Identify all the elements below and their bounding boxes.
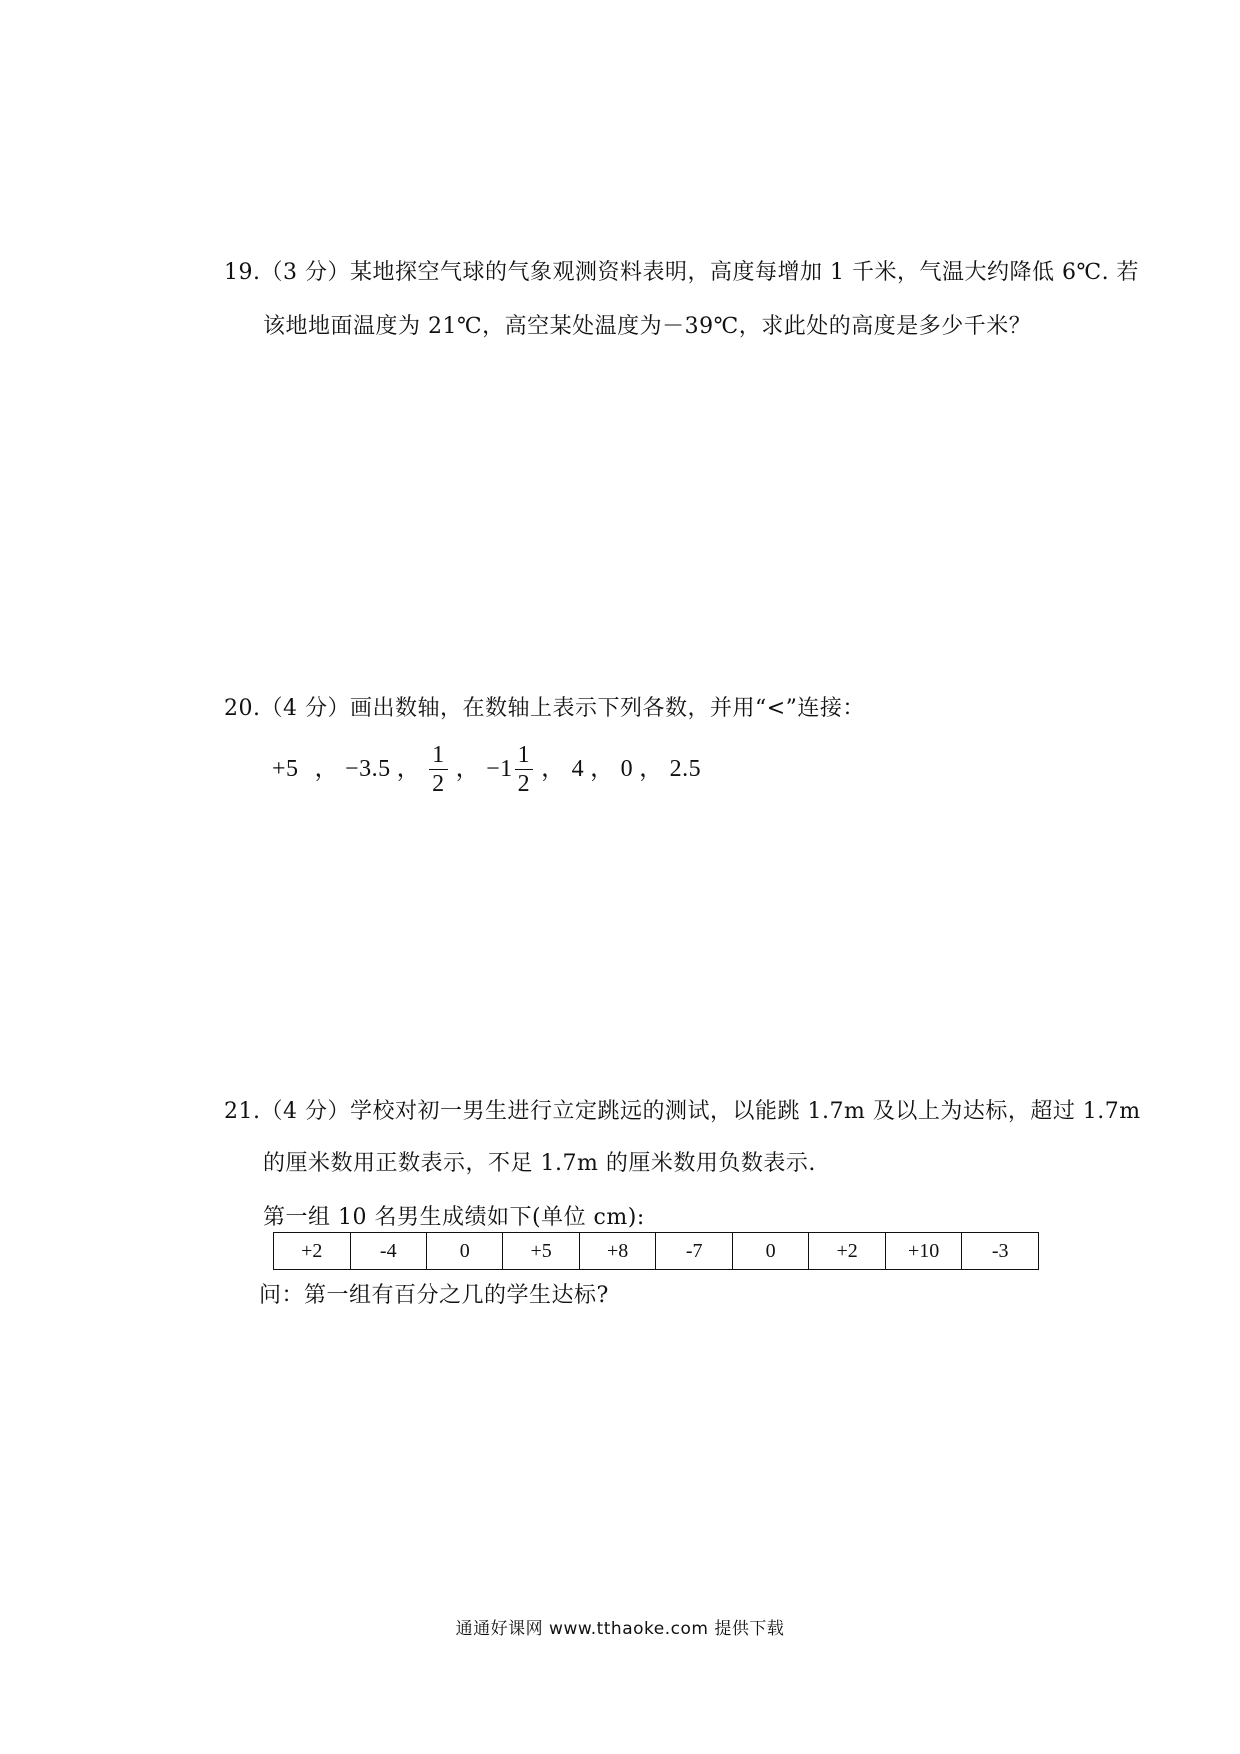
mixed-number-whole: −1 [486, 756, 513, 782]
score-cell: +8 [579, 1233, 656, 1270]
number-4: 4 [571, 756, 585, 782]
question-21-line-2: 的厘米数用正数表示，不足 1.7m 的厘米数用负数表示. [263, 1151, 816, 1176]
score-cell: -3 [962, 1233, 1039, 1270]
separator: ， [541, 756, 566, 782]
number-0: 0 [620, 756, 634, 782]
separator: ， [590, 756, 615, 782]
number-minus-3-5: −3.5 [345, 756, 391, 782]
question-20-number-list [272, 736, 701, 802]
question-21-line-1: 21.（4 分）学校对初一男生进行立定跳远的测试，以能跳 1.7m 及以上为达标，超过 1.7m [224, 1099, 1141, 1124]
score-cell: +5 [503, 1233, 580, 1270]
separator: ， [396, 756, 422, 782]
fraction-denominator: 2 [517, 770, 531, 797]
number-2-5: 2.5 [669, 756, 702, 782]
score-cell: 0 [732, 1233, 808, 1270]
score-cell: -4 [350, 1233, 426, 1270]
fraction-numerator: 1 [429, 741, 448, 770]
page-footer: 通通好课网 www.tthaoke.com 提供下载 [455, 1619, 785, 1639]
scores-table [273, 1232, 1039, 1270]
separator: ， [639, 756, 664, 782]
separator: ， [455, 756, 481, 782]
separator: ， [314, 756, 340, 782]
question-21-prompt: 问：第一组有百分之几的学生达标? [259, 1283, 609, 1308]
question-19-line-2: 该地地面温度为 21℃，高空某处温度为－39℃，求此处的高度是多少千米？ [263, 314, 1032, 339]
mixed-number-fraction [515, 741, 534, 798]
score-cell: +2 [274, 1233, 351, 1270]
score-cell: 0 [426, 1233, 502, 1270]
question-19-line-1: 19.（3 分）某地探空气球的气象观测资料表明，高度每增加 1 千米，气温大约降低 6℃. 若 [224, 260, 1140, 285]
score-cell: +10 [885, 1233, 962, 1270]
fraction-denominator: 2 [432, 770, 445, 797]
score-cell: +2 [809, 1233, 886, 1270]
question-20-line-1: 20.（4 分）画出数轴，在数轴上表示下列各数，并用“<”连接： [224, 696, 865, 721]
score-cell: -7 [656, 1233, 732, 1270]
fraction-one-half [429, 741, 448, 798]
fraction-numerator: 1 [515, 741, 534, 770]
question-21-line-3: 第一组 10 名男生成绩如下(单位 cm): [263, 1205, 645, 1230]
table-row [274, 1233, 1039, 1270]
number-plus-5: +5 [272, 756, 299, 782]
